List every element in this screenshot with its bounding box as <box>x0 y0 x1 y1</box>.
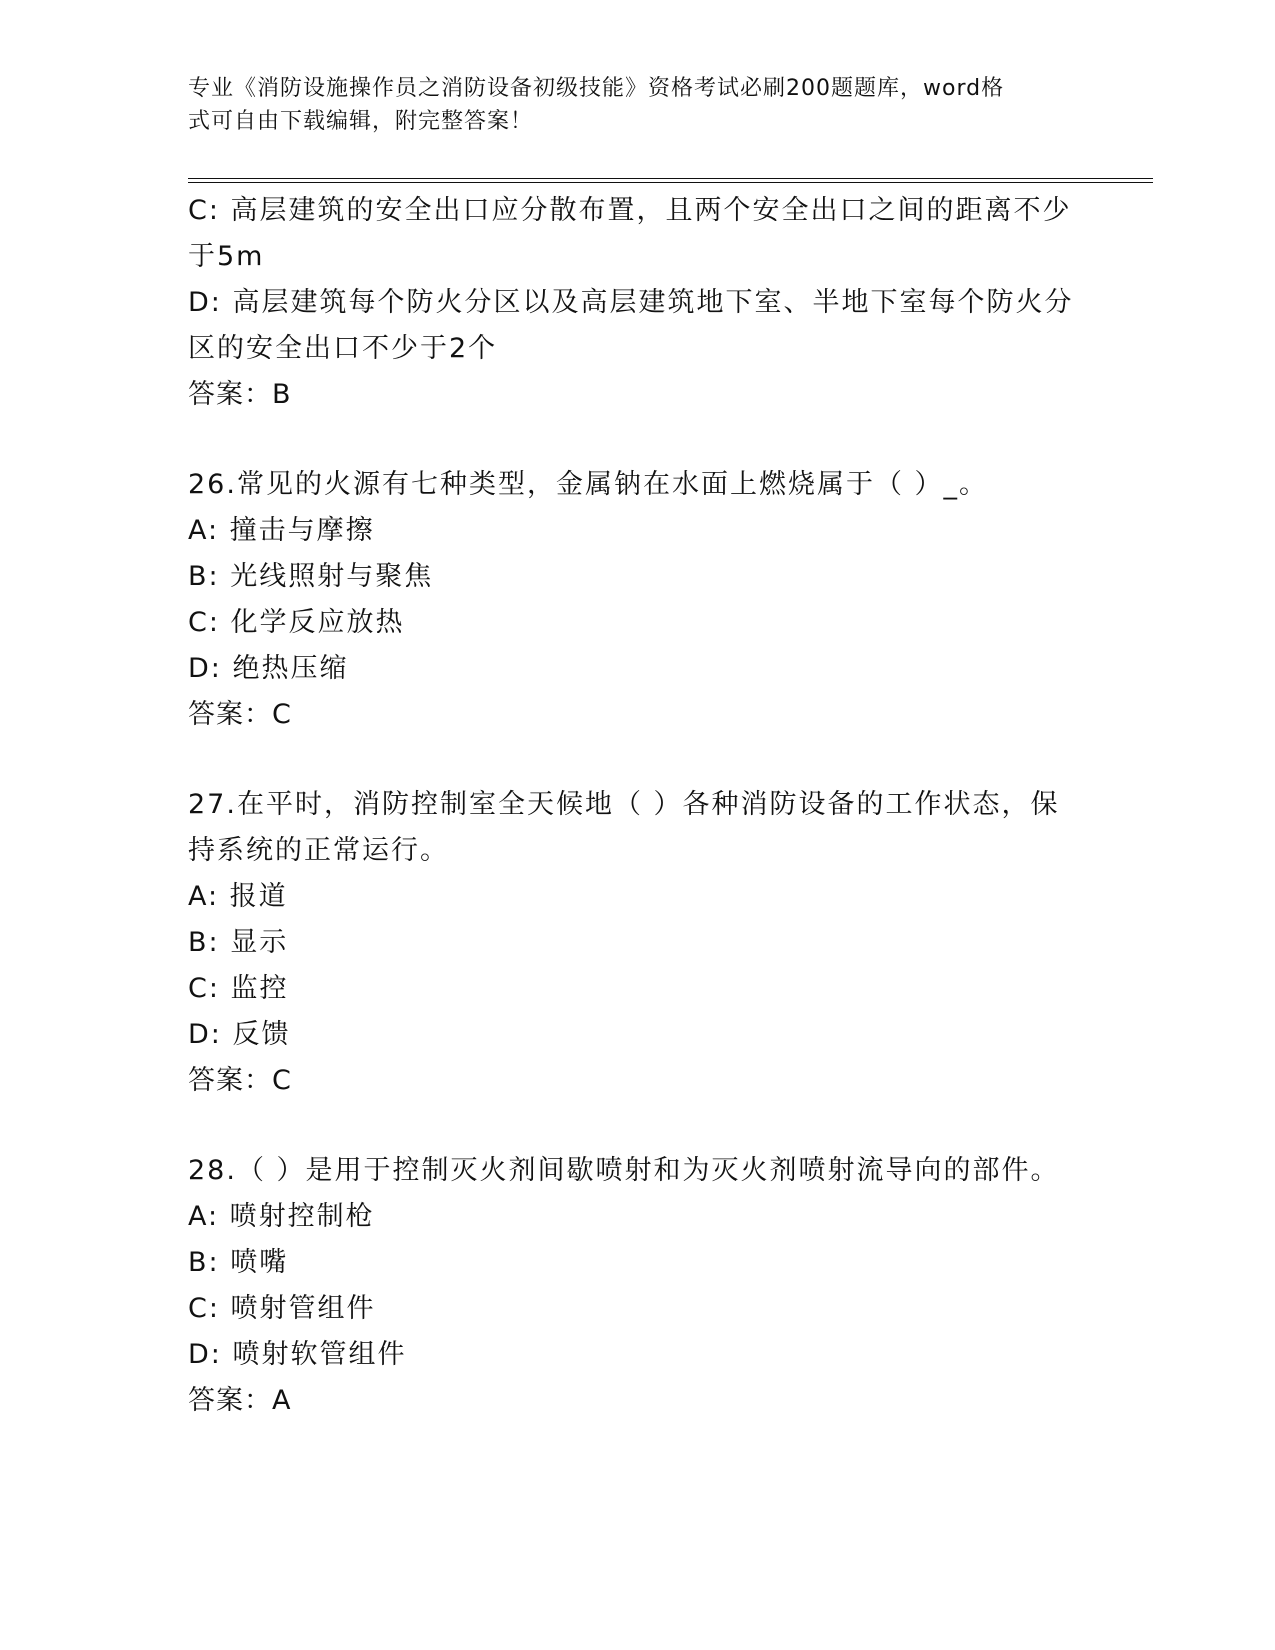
q25-option-d-line2: 区的安全出口不少于2个 <box>188 333 498 364</box>
q26-option-c: C: 化学反应放热 <box>188 607 405 638</box>
q27-answer: 答案：C <box>188 1065 292 1096</box>
q26-stem: 26.常见的火源有七种类型，金属钠在水面上燃烧属于（ ）_。 <box>188 469 989 500</box>
q26-option-b: B: 光线照射与聚焦 <box>188 561 434 592</box>
q27-stem-line2: 持系统的正常运行。 <box>188 835 449 866</box>
q27-option-a: A: 报道 <box>188 881 288 912</box>
document-header <box>188 72 1068 138</box>
q27-option-b: B: 显示 <box>188 927 289 958</box>
q28-option-c: C: 喷射管组件 <box>188 1293 376 1324</box>
spacer <box>188 418 1078 462</box>
q27-option-c: C: 监控 <box>188 973 289 1004</box>
question-26 <box>188 462 1078 738</box>
spacer <box>188 738 1078 782</box>
header-line-2: 式可自由下载编辑，附完整答案！ <box>188 109 534 134</box>
q27-option-d: D: 反馈 <box>188 1019 291 1050</box>
q26-option-d: D: 绝热压缩 <box>188 653 349 684</box>
q28-option-b: B: 喷嘴 <box>188 1247 289 1278</box>
question-25 <box>188 188 1078 418</box>
q25-answer: 答案：B <box>188 379 292 410</box>
q26-answer: 答案：C <box>188 699 292 730</box>
header-double-rule <box>188 178 1153 183</box>
q25-option-c-line2: 于5m <box>188 241 265 272</box>
q27-stem-line1: 27.在平时，消防控制室全天候地（ ）各种消防设备的工作状态，保 <box>188 789 1060 820</box>
q26-option-a: A: 撞击与摩擦 <box>188 515 375 546</box>
q28-option-d: D: 喷射软管组件 <box>188 1339 407 1370</box>
question-27 <box>188 782 1078 1104</box>
q28-stem: 28.（ ）是用于控制灭火剂间歇喷射和为灭火剂喷射流导向的部件。 <box>188 1155 1060 1186</box>
spacer <box>188 1104 1078 1148</box>
question-content <box>188 188 1078 1424</box>
question-28 <box>188 1148 1078 1424</box>
header-line-1: 专业《消防设施操作员之消防设备初级技能》资格考试必刷200题题库，word格 <box>188 76 1005 101</box>
q25-option-d-line1: D: 高层建筑每个防火分区以及高层建筑地下室、半地下室每个防火分 <box>188 287 1074 318</box>
q28-option-a: A: 喷射控制枪 <box>188 1201 375 1232</box>
q28-answer: 答案：A <box>188 1385 292 1416</box>
q25-option-c-line1: C: 高层建筑的安全出口应分散布置，且两个安全出口之间的距离不少 <box>188 195 1072 226</box>
